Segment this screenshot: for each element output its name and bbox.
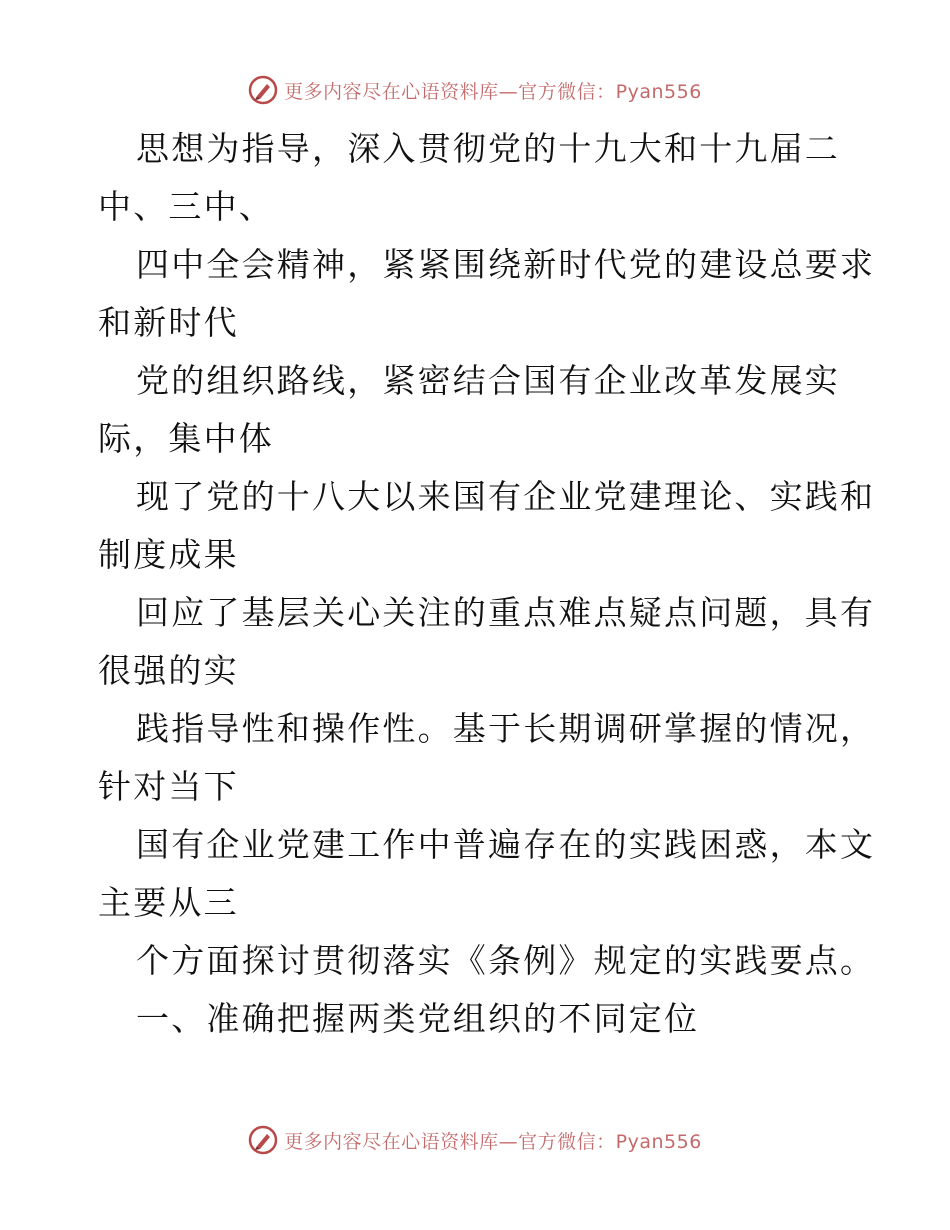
text-line: 针对当下	[98, 767, 239, 806]
document-body	[98, 120, 876, 1048]
pen-logo-icon	[248, 1125, 278, 1155]
text-line: 个方面探讨贯彻落实《条例》规定的实践要点。	[136, 941, 876, 980]
text-line: 际，集中体	[98, 419, 274, 458]
text-line: 现了党的十八大以来国有企业党建理论、实践和	[136, 477, 876, 516]
text-line: 思想为指导，深入贯彻党的十九大和十九届二	[136, 129, 840, 168]
text-line: 国有企业党建工作中普遍存在的实践困惑，本文	[136, 825, 876, 864]
text-line: 四中全会精神，紧紧围绕新时代党的建设总要求	[136, 245, 876, 284]
footer-watermark-text: 更多内容尽在心语资料库—官方微信：Pyan556	[284, 1130, 702, 1153]
text-line: 中、三中、	[98, 187, 274, 226]
text-line: 回应了基层关心关注的重点难点疑点问题，具有	[136, 593, 876, 632]
pen-logo-icon	[248, 75, 278, 105]
text-line: 践指导性和操作性。基于长期调研掌握的情况，	[136, 709, 876, 748]
footer-watermark	[0, 1120, 950, 1160]
header-watermark-text: 更多内容尽在心语资料库—官方微信：Pyan556	[284, 80, 702, 103]
text-line: 和新时代	[98, 303, 239, 342]
text-line: 主要从三	[98, 883, 239, 922]
header-watermark	[0, 70, 950, 110]
text-line: 很强的实	[98, 651, 239, 690]
section-heading: 一、准确把握两类党组织的不同定位	[136, 999, 700, 1038]
text-line: 党的组织路线，紧密结合国有企业改革发展实	[136, 361, 840, 400]
text-line: 制度成果	[98, 535, 239, 574]
